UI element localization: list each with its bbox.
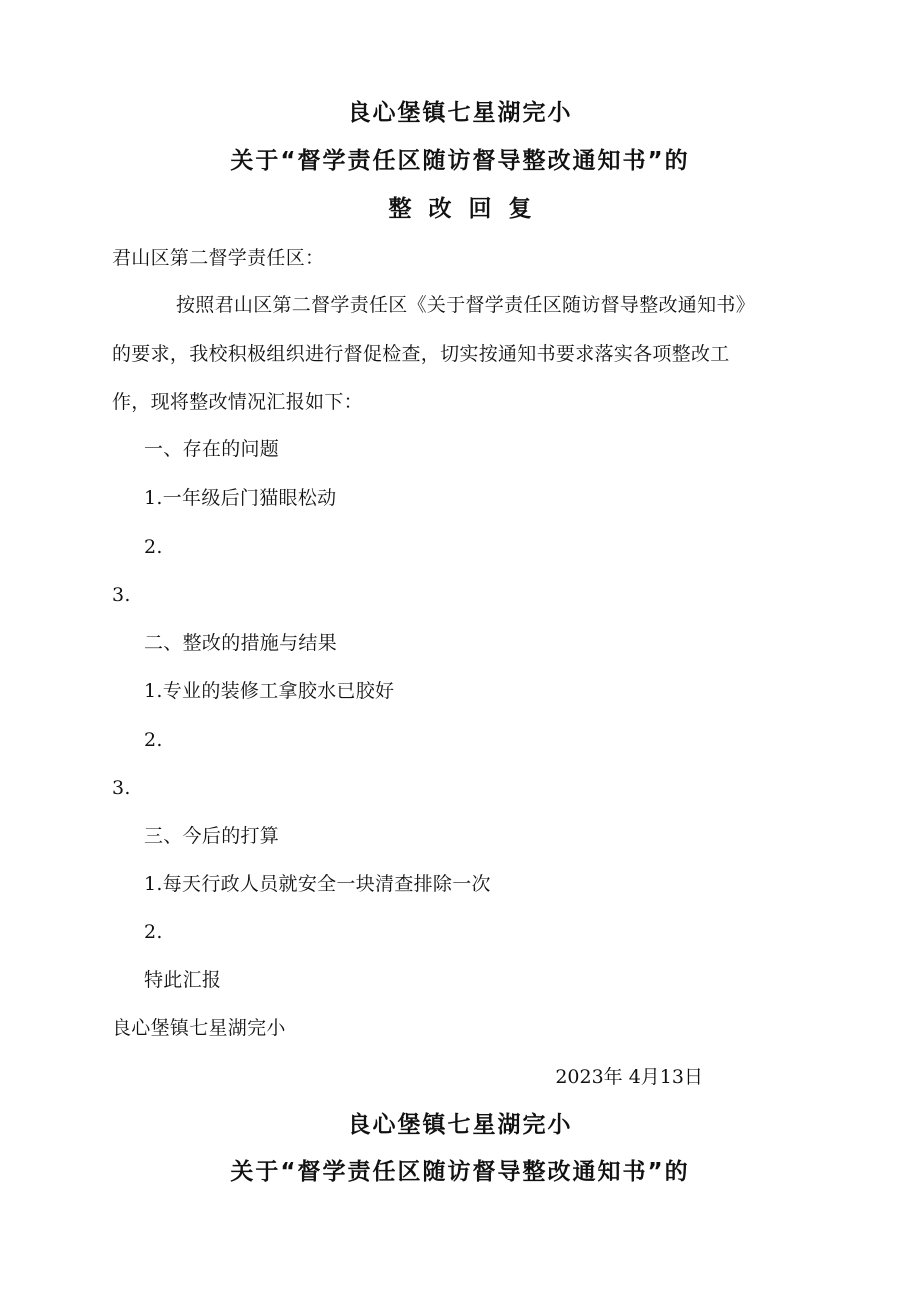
plan-item-2: 2. bbox=[144, 921, 163, 943]
problem-item-1: 1.一年级后门猫眼松动 bbox=[144, 487, 337, 509]
title-reply: 整改回复 bbox=[388, 196, 549, 222]
measure-item-1: 1.专业的装修工拿胶水已胶好 bbox=[144, 680, 395, 702]
report-date: 2023年 4月13日 bbox=[555, 1066, 703, 1088]
plan-item-1: 1.每天行政人员就安全一块清查排除一次 bbox=[144, 873, 491, 895]
title-school-name: 良心堡镇七星湖完小 bbox=[347, 100, 573, 126]
section-heading-measures: 二、整改的措施与结果 bbox=[144, 632, 338, 654]
title-subject: 关于“督学责任区随访督导整改通知书”的 bbox=[230, 148, 690, 174]
intro-line-1: 按照君山区第二督学责任区《关于督学责任区随访督导整改通知书》 bbox=[176, 294, 756, 316]
salutation: 君山区第二督学责任区： bbox=[112, 247, 325, 269]
intro-line-2: 的要求，我校积极组织进行督促检查，切实按通知书要求落实各项整改工 bbox=[112, 343, 730, 365]
signature: 良心堡镇七星湖完小 bbox=[112, 1017, 286, 1039]
closing-remark: 特此汇报 bbox=[144, 969, 222, 991]
measure-item-2: 2. bbox=[144, 729, 163, 751]
next-page-title-school-name: 良心堡镇七星湖完小 bbox=[347, 1112, 573, 1138]
problem-item-2: 2. bbox=[144, 536, 163, 558]
section-heading-plans: 三、今后的打算 bbox=[144, 825, 280, 847]
intro-line-3: 作，现将整改情况汇报如下： bbox=[112, 391, 363, 413]
problem-item-3: 3. bbox=[112, 584, 131, 606]
measure-item-3: 3. bbox=[112, 777, 131, 799]
section-heading-problems: 一、存在的问题 bbox=[144, 438, 280, 460]
next-page-title-subject: 关于“督学责任区随访督导整改通知书”的 bbox=[230, 1159, 690, 1185]
